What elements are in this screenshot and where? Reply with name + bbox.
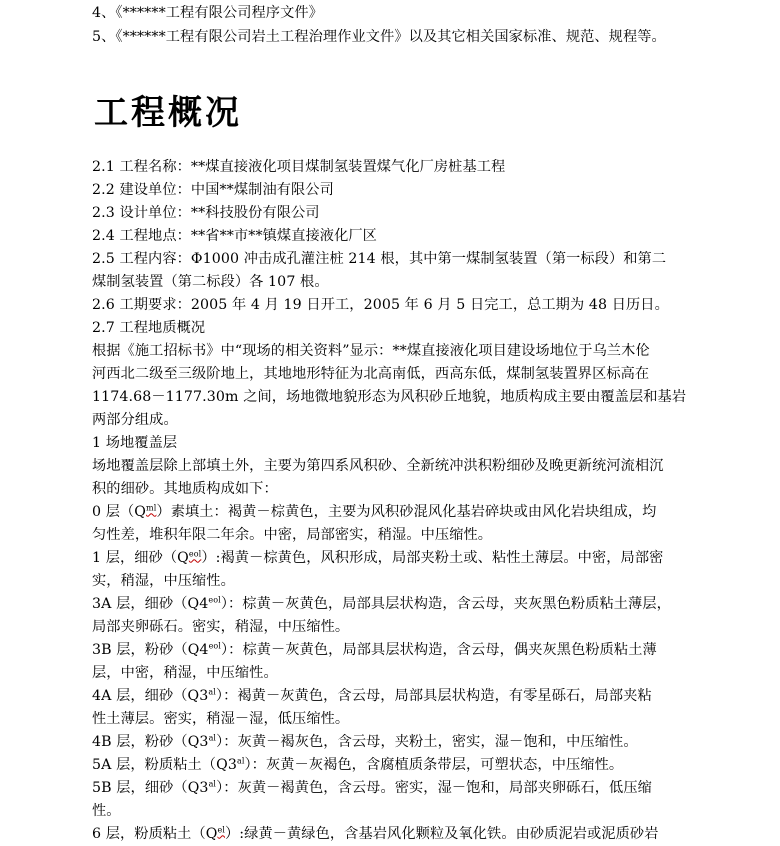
geology-paragraph-line: 河西北二级至三级阶地上，其地地形特征为北高南低，西高东低，煤制氢装置界区标高在 (92, 366, 650, 382)
layer-head: 3B 层，粉砂（Q4 (92, 642, 209, 658)
layer-text: 层，中密，稍湿，中压缩性。 (92, 665, 278, 681)
project-content-line-1: 2.5 工程内容：Φ1000 冲击成孔灌注桩 214 根，其中第一煤制氢装置（第一标段）和第二 (92, 251, 667, 267)
reference-item: 5、《******工程有限公司岩土工程治理作业文件》以及其它相关国家标准、规范、规程等。 (92, 29, 666, 45)
layer-head: 0 层（Q (92, 504, 147, 520)
geology-paragraph-line: 两部分组成。 (92, 412, 178, 428)
layer-text: 性。 (92, 803, 121, 819)
geologic-symbol: al (208, 687, 216, 697)
layer-text: ）：棕黄－灰黄色，局部具层状构造，含云母，偶夹灰黑色粉质粘土薄 (220, 642, 657, 658)
layer-text: ）:褐黄－棕黄色，风积形成，局部夹粉土或、粘性土薄层。中密，局部密 (201, 550, 664, 566)
layer-head: 1 层，细砂（Q (92, 550, 189, 566)
geologic-symbol: ml (146, 503, 157, 513)
layer-text: ）：灰黄－褐黄色，含云母。密实，湿－饱和，局部夹卵砾石，低压缩 (216, 780, 652, 796)
layer-description (92, 547, 732, 570)
geology-paragraph-line: 1174.68－1177.30m 之间，场地微地貌形态为风积砂丘地貌，地质构成主要由覆盖层和基岩 (92, 389, 687, 405)
geology-overview-title: 2.7 工程地质概况 (92, 320, 206, 336)
subsection-title: 1 场地覆盖层 (92, 435, 178, 451)
layer-text: 局部夹卵砾石。密实，稍湿，中压缩性。 (92, 619, 350, 635)
layer-head: 5A 层，粉质粘土（Q3 (92, 757, 237, 773)
schedule-requirement: 2.6 工期要求：2005 年 4 月 19 日开工，2005 年 6 月 5 日完工，总工期为 48 日历日。 (92, 297, 669, 313)
subsection-intro-line: 场地覆盖层除上部填土外，主要为第四系风积砂、全新统冲洪积粉细砂及晚更新统河流相沉 (92, 458, 664, 474)
geologic-symbol: el (217, 825, 225, 835)
project-location: 2.4 工程地点：**省**市**镇煤直接液化厂区 (92, 228, 377, 244)
geologic-symbol: al (236, 756, 245, 766)
project-name: 2.1 工程名称：**煤直接液化项目煤制氢装置煤气化厂房桩基工程 (92, 159, 506, 175)
layer-text: 实，稍湿，中压缩性。 (92, 573, 235, 589)
layer-head: 5B 层，细砂（Q3 (92, 780, 209, 796)
layer-text: ）:绿黄－黄绿色，含基岩风化颗粒及氧化铁。由砂质泥岩或泥质砂岩 (224, 826, 659, 842)
layer-description (92, 823, 732, 846)
layer-text: ）素填土：褐黄－棕黄色，主要为风积砂混风化基岩碎块或由风化岩块组成，均 (156, 504, 657, 520)
reference-item: 4、《******工程有限公司程序文件》 (92, 5, 323, 21)
geologic-symbol: eol (188, 549, 202, 559)
geologic-symbol: al (208, 779, 217, 789)
design-unit: 2.3 设计单位：**科技股份有限公司 (92, 205, 320, 221)
subsection-intro-line: 积的细砂。其地质构成如下： (92, 481, 278, 497)
layer-description (92, 501, 732, 524)
section-heading: 工程概况 (94, 93, 242, 133)
layer-head: 4B 层，粉砂（Q3 (92, 734, 209, 750)
layer-head: 6 层，粉质粘土（Q (92, 826, 218, 842)
geologic-symbol: al (208, 733, 217, 743)
layer-text: 性土薄层。密实，稍湿－湿，低压缩性。 (92, 711, 350, 727)
layer-text: ）：棕黄－灰黄色，局部具层状构造，含云母，夹灰黑色粉质粘土薄层， (220, 596, 671, 612)
geology-paragraph-line: 根据《施工招标书》中“现场的相关资料”显示：**煤直接液化项目建设场地位于乌兰木伦 (92, 343, 650, 359)
geologic-symbol: eol (208, 595, 221, 605)
owner-unit: 2.2 建设单位：中国**煤制油有限公司 (92, 182, 334, 198)
layer-description (92, 593, 732, 616)
layer-description (92, 777, 732, 800)
layer-text: 匀性差，堆积年限二年余。中密，局部密实，稍湿。中压缩性。 (92, 527, 493, 543)
layer-description (92, 731, 732, 754)
layer-description (92, 685, 732, 708)
geologic-symbol: eol (208, 641, 221, 651)
layer-text: ）：灰黄－灰褐色，含腐植质条带层，可塑状态，中压缩性。 (244, 757, 624, 773)
layer-head: 4A 层，细砂（Q3 (92, 688, 209, 704)
layer-description (92, 639, 732, 662)
layer-description (92, 754, 732, 777)
layer-head: 3A 层，细砂（Q4 (92, 596, 209, 612)
layer-text: ）：褐黄－灰黄色，含云母，局部具层状构造，有零星砾石，局部夹粘 (215, 688, 652, 704)
layer-text: ）：灰黄－褐灰色，含云母，夹粉土，密实，湿－饱和，中压缩性。 (216, 734, 638, 750)
project-content-line-2: 煤制氢装置（第二标段）各 107 根。 (92, 274, 329, 290)
